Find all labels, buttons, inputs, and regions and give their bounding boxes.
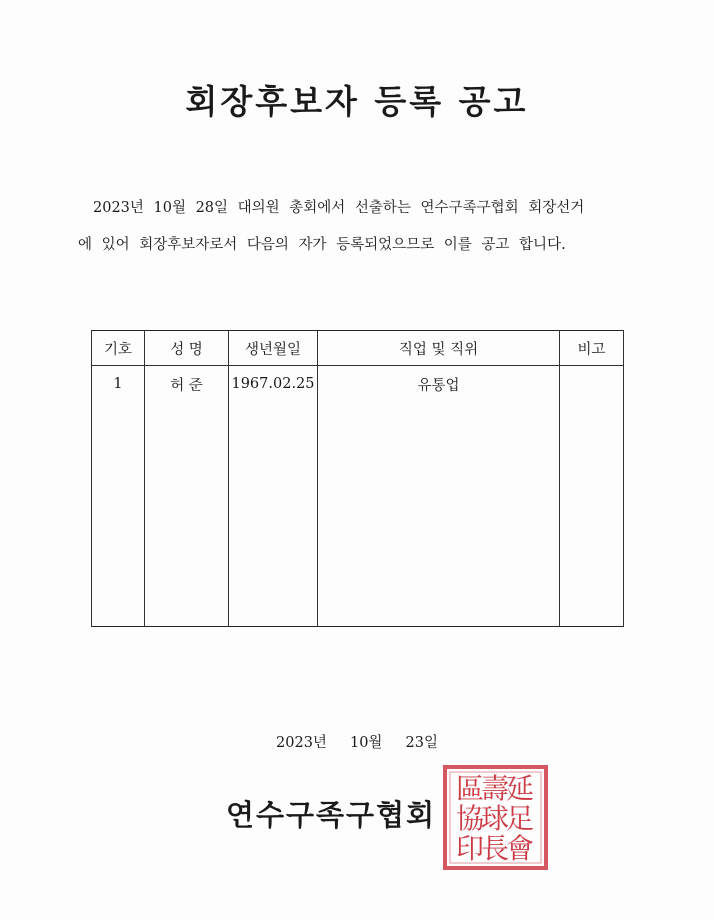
table-header-row [92,331,624,366]
seal-char: 延 [505,772,535,805]
announcement-line-2: 에 있어 회장후보자로서 다음의 자가 등록되었으므로 이를 공고 합니다. [78,237,566,253]
header-remarks: 비고 [560,331,624,366]
candidate-name: 허 준 [145,366,229,401]
candidate-table [91,330,624,627]
organization-name: 연수구족구협회 [226,798,437,832]
seal-char: 協 [455,802,485,835]
header-occupation: 직업 및 직위 [318,331,560,366]
announcement-line-1: 2023년 10월 28일 대의원 총회에서 선출하는 연수구족구협회 회장선거 [93,200,585,216]
header-name: 성 명 [145,331,229,366]
candidate-number: 1 [92,366,145,401]
candidate-birth: 1967.02.25 [229,366,318,401]
seal-char: 區 [455,772,485,805]
issue-date: 2023년 10월 23일 [276,735,438,751]
official-seal-stamp [442,764,549,871]
seal-char: 壽 [480,772,510,805]
table-empty-space [92,400,624,627]
seal-char: 長 [480,832,510,865]
seal-char: 足 [505,802,535,835]
candidate-remarks [560,366,624,401]
page-title: 회장후보자 등록 공고 [185,82,529,121]
header-birth: 생년월일 [229,331,318,366]
header-number: 기호 [92,331,145,366]
seal-char: 會 [505,832,535,865]
table-row [92,366,624,401]
announcement-body [78,190,650,264]
seal-char: 印 [455,832,485,865]
candidate-occupation: 유통업 [318,366,560,401]
seal-char: 球 [480,802,510,835]
